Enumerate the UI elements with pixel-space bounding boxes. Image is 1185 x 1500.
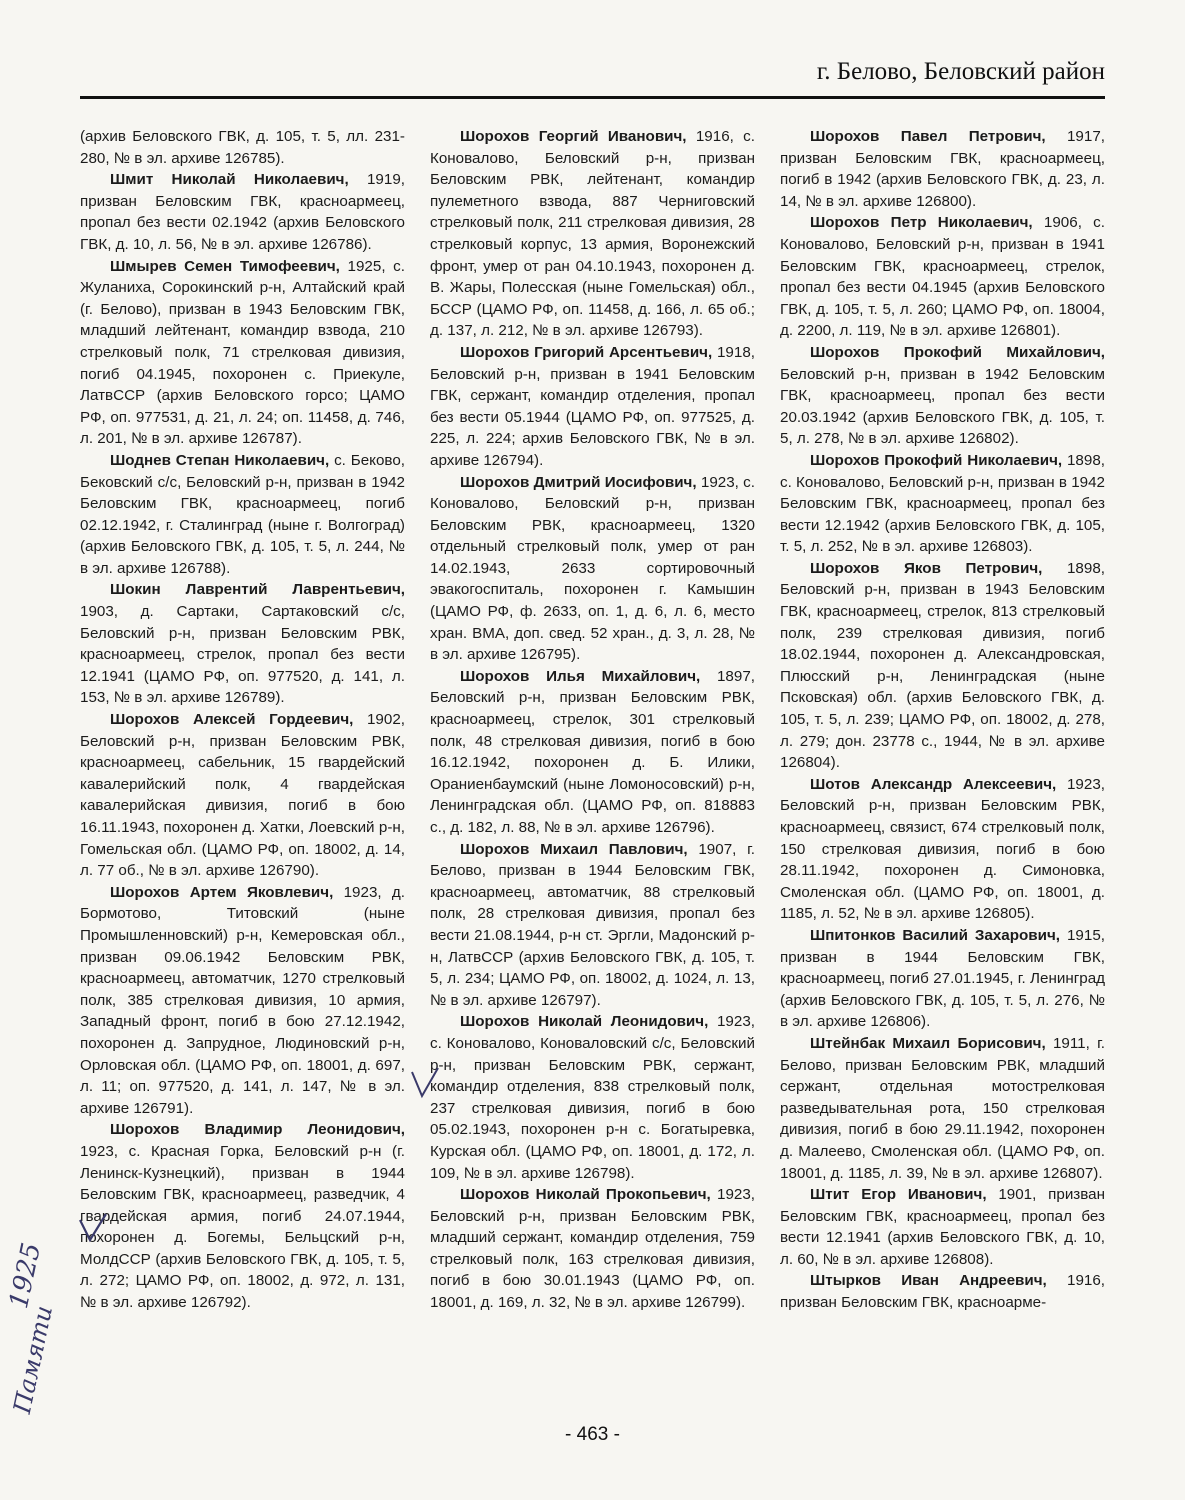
entry-name: Шорохов Дмитрий Иосифович, — [460, 473, 697, 491]
column-middle — [430, 126, 755, 1426]
entry-details: 1918, Беловский р-н, призван в 1941 Беловским ГВК, сержант, командир отделения, пропал без вести 05.1944 (ЦАМО РФ, оп. 977525, д. 225, л. 224; архив Беловского ГВК, № в эл. архиве 126794). — [430, 343, 755, 469]
entry-name: Шорохов Григорий Арсентьевич, — [460, 343, 713, 361]
entry-name: Шорохов Яков Петрович, — [810, 559, 1043, 577]
column-left — [80, 126, 405, 1426]
memorial-entry — [80, 882, 405, 1120]
entry-name: Шокин Лаврентий Лаврентьевич, — [110, 581, 405, 599]
memorial-entry — [780, 925, 1105, 1033]
entry-details: 1911, г. Белово, призван Беловским РВК, младший сержант, отдельная мотострелковая разведывательная рота, 150 стрелковая дивизия, погиб в бою 29.11.1942, похоронен д. Малеево, Смоленская обл. (ЦАМО РФ, оп. 18001, д. 1185, л. 39, № в эл. архиве 126807). — [780, 1034, 1105, 1182]
entry-details: 1916, с. Коновалово, Беловский р-н, призван Беловским РВК, лейтенант, командир пулеметного взвода, 887 Черниговский стрелковый полк, 211 стрелковая дивизия, 28 стрелковый корпус, 13 армия, Воронежский фронт, умер от ран 04.10.1943, похоронен д. В. Жары, Полесская (ныне Гомельская) обл., БССР (ЦАМО РФ, оп. 11458, д. 166, л. 65 об.; д. 137, л. 212, № в эл. архиве 126793). — [430, 128, 755, 340]
memorial-entry — [430, 472, 755, 666]
column-right — [780, 126, 1105, 1426]
entry-details: 1923, с. Красная Горка, Беловский р-н (г. Ленинск-Кузнецкий), призван в 1944 Беловским ГВК, красноармеец, разведчик, 4 гвардейская армия, погиб 24.07.1944, похоронен д. Богемы, Бельцский р-н, МолдССР (архив Беловского ГВК, д. 105, т. 5, л. 272; ЦАМО РФ, оп. 18002, д. 972, л. 131, № в эл. архиве 126792). — [80, 1142, 405, 1312]
entry-details: 1907, г. Белово, призван в 1944 Беловским ГВК, красноармеец, автоматчик, 88 стрелковый полк, 28 стрелковая дивизия, пропал без вести 21.08.1944, р-н ст. Эргли, Мадонский р-н, ЛатвССР (архив Беловского ГВК, д. 105, т. 5, л. 234; ЦАМО РФ, оп. 18002, д. 1024, л. 13, № в эл. архиве 126797). — [430, 840, 755, 1009]
memorial-entry — [80, 169, 405, 255]
entry-details: 1902, Беловский р-н, призван Беловским РВК, красноармеец, сабельник, 15 гвардейский кавалерийский полк, 4 гвардейская кавалерийская дивизия, погиб в бою 16.11.1943, похоронен д. Хатки, Лоевский р-н, Гомельская обл. (ЦАМО РФ, оп. 18002, д. 14, л. 77 об., № в эл. архиве 126790). — [80, 711, 405, 880]
entry-name: Шорохов Илья Михайлович, — [460, 667, 701, 685]
memorial-entry — [430, 666, 755, 839]
entry-name: Шорохов Петр Николаевич, — [810, 214, 1033, 232]
entry-details: Беловский р-н, призван в 1942 Беловским ГВК, красноармеец, пропал без вести 20.03.1942 (архив Беловского ГВК, д. 105, т. 5, л. 278, № в эл. архиве 126802). — [780, 365, 1105, 448]
entry-name: Шорохов Павел Петрович, — [810, 128, 1046, 145]
entry-name: Шмит Николай Николаевич, — [110, 171, 349, 189]
entry-details: 1919, призван Беловским ГВК, красноармеец, пропал без вести 02.1942 (архив Беловского ГВК, д. 10, л. 56, № в эл. архиве 126786). — [80, 171, 405, 253]
memorial-entry — [80, 256, 405, 450]
entry-name: Штит Егор Иванович, — [810, 1186, 987, 1204]
memorial-entry — [430, 126, 755, 342]
memorial-entry — [780, 774, 1105, 925]
memorial-entry — [780, 1184, 1105, 1270]
memorial-entry — [430, 839, 755, 1012]
entry-details: 1925, с. Жуланиха, Сорокинский р-н, Алтайский край (г. Белово), призван в 1943 Беловским ГВК, младший лейтенант, командир взвода, 210 стрелковый полк, 71 стрелковая дивизия, погиб 04.1945, похоронен с. Приекуле, ЛатвССР (архив Беловского горсо; ЦАМО РФ, оп. 977531, д. 21, л. 24; оп. 11458, д. 746, л. 201, № в эл. архиве 126787). — [80, 257, 405, 448]
memorial-entry — [430, 342, 755, 472]
memorial-entry — [430, 1184, 755, 1314]
entries-columns — [80, 126, 1105, 1426]
entry-details: 1898, Беловский р-н, призван в 1943 Беловским ГВК, красноармеец, стрелок, 813 стрелковый полк, 239 стрелковая дивизия, погиб 18.02.1944, похоронен д. Александровская, Плюсский р-н, Ленинградская (ныне Псковская) обл. (архив Беловского ГВК, д. 105, т. 5, л. 239; ЦАМО РФ, оп. 18002, д. 278, л. 279; дон. 23778 с., 1944, № в эл. архиве 126804). — [780, 559, 1105, 772]
entry-details: 1923, Беловский р-н, призван Беловским РВК, красноармеец, связист, 674 стрелковый полк, 150 стрелковая дивизия, погиб в бою 28.11.1942, похоронен д. Симоновка, Смоленская обл. (ЦАМО РФ, оп. 18001, д. 1185, л. 52, № в эл. архиве 126805). — [780, 775, 1105, 923]
memorial-entry — [80, 126, 405, 169]
handwritten-word: Памяти — [8, 1303, 59, 1416]
memorial-entry — [430, 1011, 755, 1184]
entry-name: Шорохов Владимир Леонидович, — [110, 1121, 405, 1139]
entry-name: Шорохов Николай Прокопьевич, — [460, 1186, 711, 1204]
entry-details: 1923, с. Коновалово, Беловский р-н, призван Беловским РВК, красноармеец, 1320 отдельный стрелковый полк, умер от ран 14.02.1943, 2633 сортировочный эвакогоспиталь, похоронен г. Камышин (ЦАМО РФ, ф. 2633, оп. 1, д. 6, л. 6, место хран. ВМА, доп. свед. 52 хран., д. 3, л. 28, № в эл. архиве 126795). — [430, 473, 756, 664]
entry-name: Шорохов Алексей Гордеевич, — [110, 711, 354, 729]
entry-details: 1915, призван в 1944 Беловским ГВК, красноармеец, погиб 27.01.1945, г. Ленинград (архив Беловского ГВК, д. 105, т. 5, л. 276, № в эл. архиве 126806). — [780, 926, 1105, 1031]
handwritten-check-mark-icon — [408, 1066, 442, 1100]
entry-name: Шорохов Николай Леонидович, — [460, 1013, 709, 1031]
header-rule — [80, 96, 1105, 99]
entry-name: Шорохов Прокофий Михайлович, — [810, 343, 1105, 361]
memorial-entry — [80, 579, 405, 709]
entry-details: 1916, призван Беловским ГВК, красноарме- — [780, 1272, 1106, 1312]
memorial-entry — [780, 212, 1105, 342]
memorial-entry — [80, 450, 405, 580]
entry-name: Шорохов Артем Яковлевич, — [110, 883, 334, 901]
entry-details: 1897, Беловский р-н, призван Беловским РВК, красноармеец, стрелок, 301 стрелковый полк, 48 стрелковая дивизия, погиб в бою 16.12.1942, похоронен д. Б. Илики, Ораниенбаумский (ныне Ломоносовский) р-н, Ленинградская обл. (ЦАМО РФ, оп. 818883 с., д. 182, л. 88, № в эл. архиве 126796). — [430, 667, 755, 836]
entry-name: Шоднев Степан Николаевич, — [110, 451, 330, 469]
memorial-entry — [780, 1270, 1105, 1313]
handwritten-check-mark-icon — [76, 1212, 110, 1246]
entry-name: Штейнбак Михаил Борисович, — [810, 1034, 1046, 1052]
memorial-entry — [80, 709, 405, 882]
entry-details: 1917, призван Беловским ГВК, красноармеец, погиб в 1942 (архив Беловского ГВК, д. 23, л. 14, № в эл. архиве 126800). — [780, 128, 1105, 210]
memorial-entry — [780, 1033, 1105, 1184]
entry-details: 1903, д. Сартаки, Сартаковский с/с, Беловский р-н, призван Беловским РВК, красноармеец, стрелок, пропал без вести 12.1941 (ЦАМО РФ, оп. 977520, д. 141, л. 153, № в эл. архиве 126789). — [80, 603, 405, 707]
entry-name: Шпитонков Василий Захарович, — [810, 926, 1061, 944]
entry-name: Шорохов Прокофий Николаевич, — [810, 451, 1063, 469]
entry-details: 1906, с. Коновалово, Беловский р-н, призван в 1941 Беловским ГВК, красноармеец, стрелок, пропал без вести 04.1945 (архив Беловского ГВК, д. 105, т. 5, л. 260; ЦАМО РФ, оп. 18004, д. 2200, л. 119, № в эл. архиве 126801). — [780, 214, 1105, 340]
entry-details: 1923, д. Бормотово, Титовский (ныне Промышленновский) р-н, Кемеровская обл., призван 09.06.1942 Беловским РВК, красноармеец, автоматчик, 1270 стрелковый полк, 385 стрелковая дивизия, 10 армия, Западный фронт, погиб в бою 27.12.1942, похоронен д. Запрудное, Людиновский р-н, Орловская обл. (ЦАМО РФ, оп. 18001, д. 697, л. 11; оп. 977520, д. 141, л. 147, № в эл. архиве 126791). — [80, 883, 406, 1117]
memorial-entry — [780, 342, 1105, 450]
entry-name: Шорохов Михаил Павлович, — [460, 840, 688, 858]
entry-details: с. Беково, Бековский с/с, Беловский р-н, призван в 1942 Беловским ГВК, красноармеец, погиб 02.12.1942, г. Сталинград (ныне г. Волгоград) (архив Беловского ГВК, д. 105, т. 5, л. 244, № в эл. архиве 126788). — [80, 451, 405, 577]
entry-name: Шотов Александр Алексеевич, — [810, 775, 1057, 793]
entry-details: 1898, с. Коновалово, Беловский р-н, призван в 1942 Беловским ГВК, красноармеец, пропал без вести 12.1942 (архив Беловского ГВК, д. 105, т. 5, л. 252, № в эл. архиве 126803). — [780, 451, 1105, 556]
page-header-title: г. Белово, Беловский район — [816, 58, 1105, 85]
memorial-entry — [80, 1119, 405, 1313]
entry-name: Шмырев Семен Тимофеевич, — [110, 257, 340, 275]
memorial-entry — [780, 558, 1105, 774]
handwritten-margin-note — [4, 1240, 64, 1420]
entry-name: Штырков Иван Андреевич, — [810, 1272, 1047, 1290]
handwritten-year: 1925 — [4, 1240, 48, 1312]
entry-details: 1901, призван Беловским ГВК, красноармеец, пропал без вести 12.1941 (архив Беловского ГВК, д. 10, л. 60, № в эл. архиве 126808). — [780, 1186, 1105, 1268]
page-number: - 463 - — [565, 1424, 620, 1445]
memorial-entry — [780, 126, 1105, 212]
entry-details: 1923, с. Коновалово, Коноваловский с/с, Беловский р-н, призван Беловским РВК, сержант, командир отделения, 838 стрелковый полк, 237 стрелковая дивизия, погиб в бою 05.02.1943, похоронен р-н с. Богатыревка, Курская обл. (ЦАМО РФ, оп. 18001, д. 172, л. 109, № в эл. архиве 126798). — [430, 1013, 755, 1182]
entry-details: (архив Беловского ГВК, д. 105, т. 5, лл. 231-280, № в эл. архиве 126785). — [80, 128, 405, 167]
entry-details: 1923, Беловский р-н, призван Беловским РВК, младший сержант, командир отделения, 759 стрелковый полк, 163 стрелковая дивизия, погиб в бою 30.01.1943 (ЦАМО РФ, оп. 18001, д. 169, л. 32, № в эл. архиве 126799). — [430, 1186, 756, 1312]
entry-name: Шорохов Георгий Иванович, — [460, 128, 687, 145]
memorial-entry — [780, 450, 1105, 558]
